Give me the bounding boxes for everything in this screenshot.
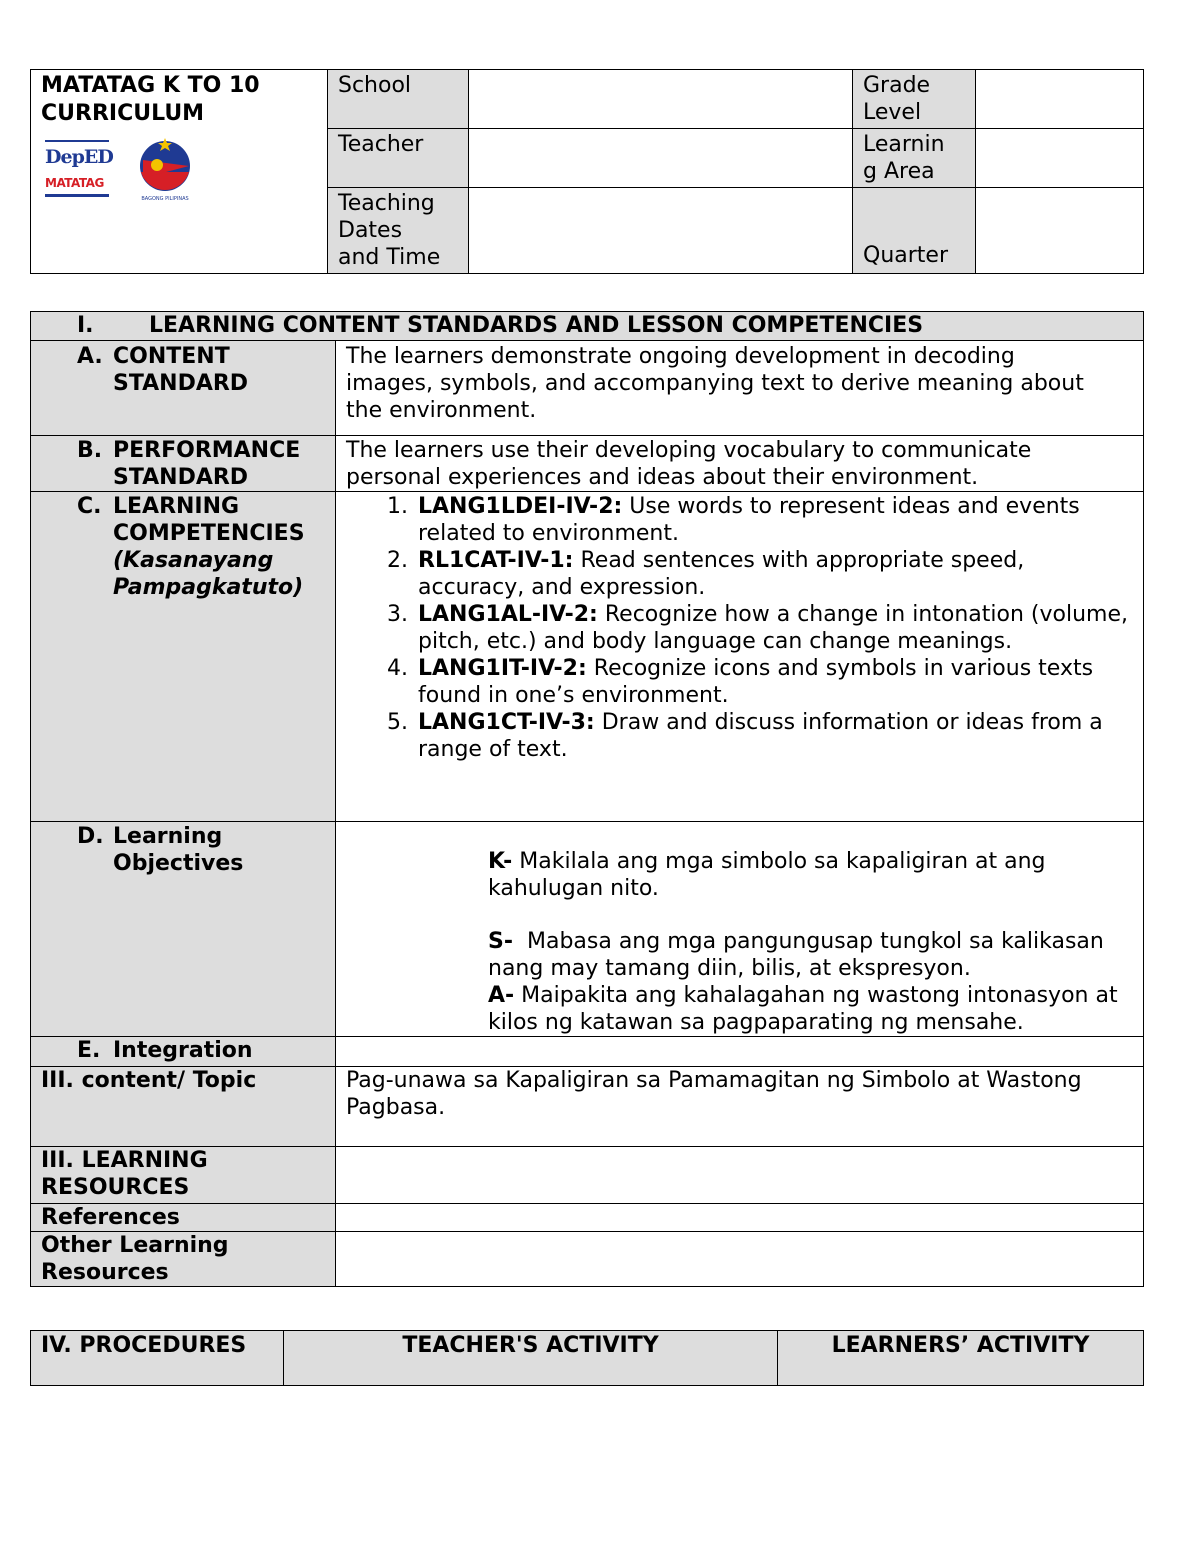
- learning-competencies-label: C. LEARNING COMPETENCIES (Kasanayang Pampagkatuto): [31, 492, 336, 822]
- performance-standard-text: The learners use their developing vocabulary to communicate personal experiences and ideas about their environment.: [336, 436, 1144, 492]
- school-label: School: [328, 70, 469, 129]
- procedures-header: IV. PROCEDURES: [31, 1331, 284, 1386]
- grade-level-field[interactable]: [976, 70, 1144, 129]
- integration-field[interactable]: [336, 1037, 1144, 1067]
- objective-knowledge: K- Makilala ang mga simbolo sa kapaligiran at ang kahulugan nito.: [488, 849, 1046, 901]
- teacher-label: Teacher: [328, 129, 469, 188]
- deped-logo: [43, 140, 115, 202]
- learners-activity-header: LEARNERS’ ACTIVITY: [778, 1331, 1144, 1386]
- performance-standard-label: B. PERFORMANCE STANDARD: [31, 436, 336, 492]
- objective-skill: S- Mabasa ang mga pangungusap tungkol sa kalikasan nang may tamang diin, bilis, at ekspresyon.: [488, 929, 1104, 981]
- quarter-label: Quarter: [853, 188, 976, 274]
- other-resources-label: Other Learning Resources: [31, 1232, 336, 1287]
- competency-item: 1. LANG1LDEI-IV-2: Use words to represent ideas and events related to environment.: [387, 494, 1080, 546]
- objective-attitude: A- Maipakita ang kahalagahan ng wastong intonasyon at kilos ng katawan sa pagpaparating ng mensahe.: [488, 983, 1118, 1035]
- section1-roman: I.: [77, 313, 94, 338]
- competency-item: 3. LANG1AL-IV-2: Recognize how a change in intonation (volume, pitch, etc.) and body language can change meanings.: [387, 602, 1128, 654]
- teacher-field[interactable]: [469, 129, 853, 188]
- school-field[interactable]: [469, 70, 853, 129]
- references-field[interactable]: [336, 1204, 1144, 1232]
- bagong-pilipinas-logo: [131, 138, 201, 204]
- curriculum-title-line1: MATATAG K TO 10: [41, 73, 260, 98]
- learning-objectives-label: D. Learning Objectives: [31, 822, 336, 1037]
- references-label: References: [31, 1204, 336, 1232]
- learning-area-field[interactable]: [976, 129, 1144, 188]
- learning-resources-label: III. LEARNING RESOURCES: [31, 1147, 336, 1204]
- grade-level-label: Grade Level: [853, 70, 976, 129]
- learning-resources-field[interactable]: [336, 1147, 1144, 1204]
- section1-title-row: [31, 312, 1144, 341]
- curriculum-title: [41, 72, 317, 128]
- logos: [41, 138, 317, 208]
- learning-competencies-list: [336, 492, 1144, 822]
- curriculum-cell: [31, 70, 328, 274]
- deped-logo-text: DepED: [45, 146, 113, 168]
- quarter-field[interactable]: [976, 188, 1144, 274]
- competency-item: 5. LANG1CT-IV-3: Draw and discuss information or ideas from a range of text.: [387, 710, 1103, 762]
- header-table: [30, 69, 1144, 274]
- section1-title: LEARNING CONTENT STANDARDS AND LESSON COMPETENCIES: [149, 313, 924, 338]
- bagong-pilipinas-logo-text: BAGONG PILIPINAS: [141, 196, 189, 202]
- integration-label: E. Integration: [31, 1037, 336, 1067]
- teaching-dates-label: Teaching Dates and Time: [328, 188, 469, 274]
- content-topic-label: III. content/ Topic: [31, 1067, 336, 1147]
- other-resources-field[interactable]: [336, 1232, 1144, 1287]
- procedures-table: [30, 1330, 1144, 1386]
- curriculum-title-line2: CURRICULUM: [41, 101, 205, 126]
- teachers-activity-header: TEACHER'S ACTIVITY: [284, 1331, 778, 1386]
- content-standard-text: The learners demonstrate ongoing development in decoding images, symbols, and accompanying text to derive meaning about the environment.: [336, 341, 1144, 436]
- matatag-logo-text: MATATAG: [45, 176, 104, 190]
- teaching-dates-field[interactable]: [469, 188, 853, 274]
- learning-area-label: Learnin g Area: [853, 129, 976, 188]
- content-topic-text: Pag-unawa sa Kapaligiran sa Pamamagitan ng Simbolo at Wastong Pagbasa.: [336, 1067, 1144, 1147]
- learning-standards-table: [30, 311, 1144, 1287]
- learning-objectives-text: [336, 822, 1144, 1037]
- content-standard-label: A. CONTENT STANDARD: [31, 341, 336, 436]
- competency-item: 4. LANG1IT-IV-2: Recognize icons and symbols in various texts found in one’s environment.: [387, 656, 1094, 708]
- competency-item: 2. RL1CAT-IV-1: Read sentences with appropriate speed, accuracy, and expression.: [387, 548, 1025, 600]
